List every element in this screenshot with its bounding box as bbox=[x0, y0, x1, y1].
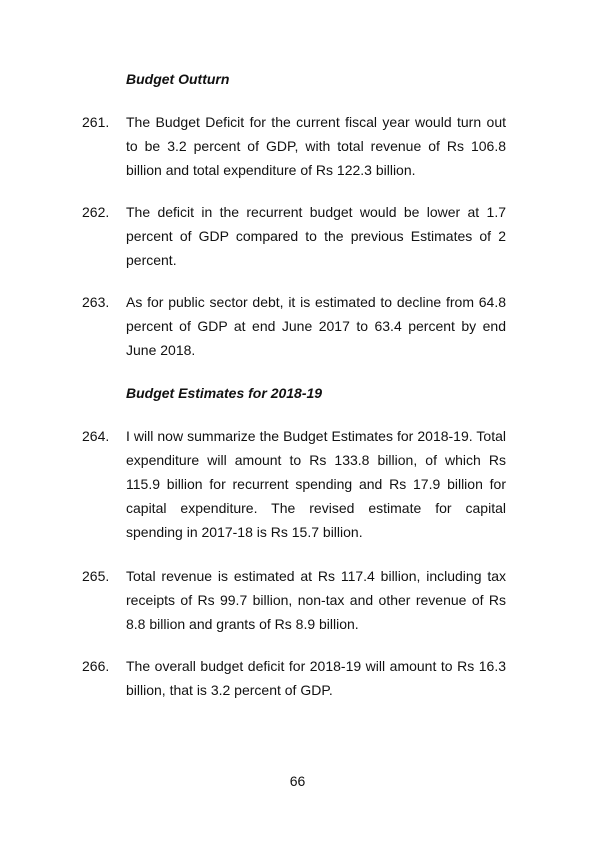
paragraph-number: 265. bbox=[82, 568, 110, 584]
paragraph-text: The overall budget deficit for 2018-19 will amount to Rs 16.3 billion, that is 3.2 percent of GDP. bbox=[126, 658, 506, 698]
paragraph-number: 263. bbox=[82, 294, 110, 310]
paragraph-number: 262. bbox=[82, 204, 110, 220]
paragraph-265 bbox=[82, 564, 506, 636]
paragraph-text: The Budget Deficit for the current fiscal year would turn out to be 3.2 percent of GDP, with total revenue of Rs 106.8 billion and total expenditure of Rs 122.3 billion. bbox=[126, 114, 506, 178]
paragraph-264 bbox=[82, 424, 506, 544]
paragraph-266 bbox=[82, 654, 506, 702]
paragraph-text: I will now summarize the Budget Estimates for 2018-19. Total expenditure will amount to Rs 133.8 billion, of which Rs 115.9 billion for recurrent spending and Rs 17.9 billion for capital expenditure. The revised estimate for capital spending in 2017-18 is Rs 15.7 billion. bbox=[126, 428, 506, 540]
section-heading-budget-estimates: Budget Estimates for 2018-19 bbox=[126, 385, 323, 401]
paragraph-262 bbox=[82, 200, 506, 272]
paragraph-text: As for public sector debt, it is estimated to decline from 64.8 percent of GDP at end June 2017 to 63.4 percent by end June 2018. bbox=[126, 294, 506, 358]
paragraph-number: 261. bbox=[82, 114, 110, 130]
section-heading-budget-outturn: Budget Outturn bbox=[126, 71, 230, 87]
paragraph-text: The deficit in the recurrent budget would be lower at 1.7 percent of GDP compared to the previous Estimates of 2 percent. bbox=[126, 204, 506, 268]
paragraph-number: 264. bbox=[82, 428, 110, 444]
paragraph-text: Total revenue is estimated at Rs 117.4 billion, including tax receipts of Rs 99.7 billion, non-tax and other revenue of Rs 8.8 billion and grants of Rs 8.9 billion. bbox=[126, 568, 506, 632]
page-number: 66 bbox=[289, 773, 306, 789]
paragraph-number: 266. bbox=[82, 658, 110, 674]
paragraph-261 bbox=[82, 110, 506, 182]
paragraph-263 bbox=[82, 290, 506, 362]
